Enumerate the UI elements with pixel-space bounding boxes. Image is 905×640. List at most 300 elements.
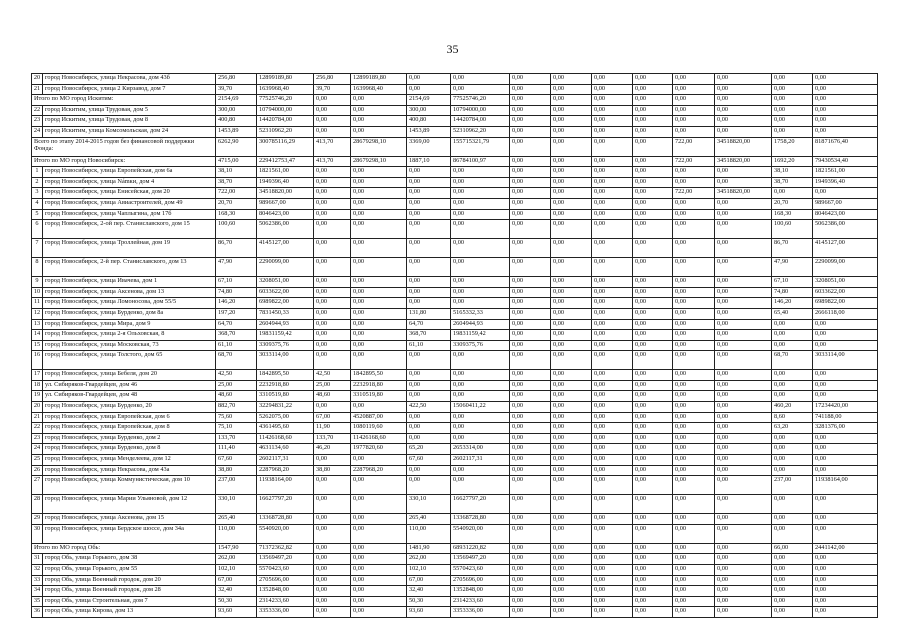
value-cell: 2290099,00 <box>813 258 878 277</box>
value-cell: 10794000,00 <box>257 105 314 116</box>
value-cell: 13368728,80 <box>451 514 510 525</box>
row-number: 19 <box>32 391 43 402</box>
value-cell: 1842895,50 <box>257 370 314 381</box>
value-cell: 0,00 <box>633 239 673 258</box>
value-cell: 0,00 <box>407 188 451 199</box>
value-cell: 0,00 <box>673 308 715 319</box>
value-cell: 32,40 <box>407 586 451 597</box>
value-cell: 1453,89 <box>216 126 257 137</box>
value-cell: 0,00 <box>772 380 813 391</box>
value-cell: 0,00 <box>314 543 351 554</box>
value-cell: 0,00 <box>772 433 813 444</box>
value-cell: 460,20 <box>772 402 813 413</box>
value-cell: 0,00 <box>314 524 351 543</box>
row-number: 22 <box>32 423 43 434</box>
value-cell: 38,10 <box>216 167 257 178</box>
value-cell: 2314233,60 <box>451 596 510 607</box>
value-cell: 0,00 <box>715 543 772 554</box>
value-cell: 0,00 <box>715 95 772 106</box>
value-cell: 77525746,20 <box>257 95 314 106</box>
address-cell: город Новосибирск, улица Енисейская, дом 20 <box>43 188 216 199</box>
value-cell: 0,00 <box>673 258 715 277</box>
value-cell: 0,00 <box>633 188 673 199</box>
value-cell: 0,00 <box>592 596 633 607</box>
value-cell: 0,00 <box>592 476 633 495</box>
value-cell: 0,00 <box>551 423 592 434</box>
value-cell: 2290099,00 <box>257 258 314 277</box>
value-cell: 0,00 <box>715 607 772 618</box>
value-cell: 1080119,60 <box>351 423 407 434</box>
value-cell: 0,00 <box>633 543 673 554</box>
value-cell: 0,00 <box>673 239 715 258</box>
value-cell: 0,00 <box>633 330 673 341</box>
value-cell: 0,00 <box>551 177 592 188</box>
address-cell: город Новосибирск, улица 2-я Ольховская, 8 <box>43 330 216 341</box>
value-cell: 0,00 <box>633 95 673 106</box>
value-cell: 0,00 <box>592 220 633 239</box>
value-cell: 93,60 <box>216 607 257 618</box>
value-cell: 0,00 <box>715 220 772 239</box>
value-cell: 19831159,42 <box>451 330 510 341</box>
value-cell: 0,00 <box>673 105 715 116</box>
row-number: 16 <box>32 351 43 370</box>
value-cell: 0,00 <box>510 137 551 156</box>
value-cell: 0,00 <box>813 596 878 607</box>
address-cell: город Обь, улица Военный городок, дом 28 <box>43 586 216 597</box>
value-cell: 0,00 <box>715 554 772 565</box>
value-cell: 0,00 <box>407 433 451 444</box>
value-cell: 0,00 <box>592 433 633 444</box>
value-cell: 0,00 <box>510 277 551 288</box>
value-cell: 0,00 <box>510 258 551 277</box>
value-cell: 0,00 <box>633 287 673 298</box>
value-cell: 67,10 <box>772 277 813 288</box>
value-cell: 1352848,00 <box>451 586 510 597</box>
table-row <box>32 455 878 466</box>
value-cell: 0,00 <box>633 412 673 423</box>
value-cell: 11426168,60 <box>351 433 407 444</box>
value-cell: 32294831,22 <box>257 402 314 413</box>
value-cell: 34518820,00 <box>715 156 772 167</box>
value-cell: 3208051,00 <box>257 277 314 288</box>
value-cell: 0,00 <box>451 84 510 95</box>
row-number: 23 <box>32 116 43 127</box>
value-cell: 0,00 <box>592 412 633 423</box>
value-cell: 0,00 <box>351 586 407 597</box>
value-cell: 0,00 <box>510 126 551 137</box>
value-cell: 0,00 <box>351 554 407 565</box>
value-cell: 2602117,31 <box>257 455 314 466</box>
value-cell: 0,00 <box>592 455 633 466</box>
value-cell: 0,00 <box>772 495 813 514</box>
value-cell: 265,40 <box>216 514 257 525</box>
value-cell: 989667,00 <box>813 198 878 209</box>
address-cell: город Новосибирск, улица Марии Ульяновой, дом 12 <box>43 495 216 514</box>
value-cell: 0,00 <box>715 575 772 586</box>
value-cell: 1949396,40 <box>257 177 314 188</box>
table-body <box>32 74 878 618</box>
value-cell: 52310962,20 <box>451 126 510 137</box>
value-cell: 0,00 <box>510 340 551 351</box>
value-cell: 0,00 <box>351 298 407 309</box>
value-cell: 0,00 <box>510 495 551 514</box>
value-cell: 67,00 <box>216 575 257 586</box>
value-cell: 0,00 <box>633 596 673 607</box>
value-cell: 0,00 <box>633 476 673 495</box>
value-cell: 0,00 <box>551 596 592 607</box>
value-cell: 0,00 <box>351 607 407 618</box>
value-cell: 47,90 <box>772 258 813 277</box>
value-cell: 0,00 <box>351 524 407 543</box>
value-cell: 100,60 <box>216 220 257 239</box>
value-cell: 0,00 <box>813 514 878 525</box>
value-cell: 0,00 <box>351 198 407 209</box>
value-cell: 0,00 <box>314 565 351 576</box>
value-cell: 0,00 <box>813 74 878 85</box>
value-cell: 262,00 <box>407 554 451 565</box>
value-cell: 0,00 <box>715 391 772 402</box>
value-cell: 0,00 <box>673 116 715 127</box>
value-cell: 400,80 <box>216 116 257 127</box>
value-cell: 0,00 <box>551 126 592 137</box>
value-cell: 4715,00 <box>216 156 257 167</box>
address-cell: город Новосибирск, 2-й пер. Станиславского, дом 13 <box>43 258 216 277</box>
value-cell: 63,20 <box>772 423 813 434</box>
value-cell: 0,00 <box>551 433 592 444</box>
address-cell: город Новосибирск, улица Бебеля, дом 20 <box>43 370 216 381</box>
value-cell: 0,00 <box>314 105 351 116</box>
value-cell: 0,00 <box>510 167 551 178</box>
value-cell: 0,00 <box>510 380 551 391</box>
value-cell: 0,00 <box>510 220 551 239</box>
value-cell: 0,00 <box>715 239 772 258</box>
address-cell: город Новосибирск, улица Коммунистическая, дом 10 <box>43 476 216 495</box>
value-cell: 300785116,29 <box>257 137 314 156</box>
value-cell: 0,00 <box>673 524 715 543</box>
value-cell: 0,00 <box>592 370 633 381</box>
value-cell: 0,00 <box>551 476 592 495</box>
value-cell: 0,00 <box>592 565 633 576</box>
table-row <box>32 298 878 309</box>
value-cell: 0,00 <box>633 298 673 309</box>
value-cell: 0,00 <box>551 495 592 514</box>
row-number: 21 <box>32 84 43 95</box>
value-cell: 0,00 <box>772 575 813 586</box>
table-row <box>32 433 878 444</box>
summary-label: Всего по этапу 2014-2015 годов без финансовой поддержки Фонда: <box>32 137 216 156</box>
value-cell: 0,00 <box>510 391 551 402</box>
value-cell: 0,00 <box>633 575 673 586</box>
value-cell: 0,00 <box>633 495 673 514</box>
value-cell: 0,00 <box>813 105 878 116</box>
value-cell: 0,00 <box>510 514 551 525</box>
value-cell: 0,00 <box>813 524 878 543</box>
value-cell: 0,00 <box>407 239 451 258</box>
value-cell: 882,70 <box>216 402 257 413</box>
value-cell: 256,80 <box>314 74 351 85</box>
value-cell: 0,00 <box>772 370 813 381</box>
value-cell: 93,60 <box>407 607 451 618</box>
value-cell: 0,00 <box>314 402 351 413</box>
value-cell: 330,10 <box>407 495 451 514</box>
value-cell: 0,00 <box>551 524 592 543</box>
table-row <box>32 596 878 607</box>
value-cell: 110,00 <box>407 524 451 543</box>
value-cell: 0,00 <box>351 319 407 330</box>
value-cell: 0,00 <box>314 177 351 188</box>
value-cell: 0,00 <box>510 465 551 476</box>
value-cell: 0,00 <box>592 444 633 455</box>
summary-row <box>32 95 878 106</box>
value-cell: 0,00 <box>715 177 772 188</box>
value-cell: 0,00 <box>351 258 407 277</box>
table-row <box>32 188 878 199</box>
table-row <box>32 177 878 188</box>
address-cell: город Новосибирск, улица Чаплыгина, дом 17б <box>43 209 216 220</box>
value-cell: 0,00 <box>351 177 407 188</box>
value-cell: 0,00 <box>592 298 633 309</box>
table-row <box>32 586 878 597</box>
row-number: 30 <box>32 524 43 543</box>
value-cell: 0,00 <box>592 116 633 127</box>
value-cell: 0,00 <box>592 258 633 277</box>
value-cell: 0,00 <box>451 220 510 239</box>
value-cell: 0,00 <box>633 433 673 444</box>
value-cell: 0,00 <box>715 277 772 288</box>
value-cell: 0,00 <box>673 198 715 209</box>
value-cell: 81871676,40 <box>813 137 878 156</box>
value-cell: 0,00 <box>351 239 407 258</box>
address-cell: город Обь, улица Строительная, дом 7 <box>43 596 216 607</box>
address-cell: ул. Сибиряков-Гвардейцев, дом 46 <box>43 380 216 391</box>
value-cell: 102,10 <box>407 565 451 576</box>
value-cell: 0,00 <box>772 74 813 85</box>
value-cell: 0,00 <box>510 287 551 298</box>
value-cell: 0,00 <box>673 277 715 288</box>
value-cell: 0,00 <box>351 209 407 220</box>
value-cell: 0,00 <box>551 84 592 95</box>
value-cell: 48,60 <box>314 391 351 402</box>
table-row <box>32 308 878 319</box>
table-row <box>32 465 878 476</box>
value-cell: 12899189,80 <box>351 74 407 85</box>
value-cell: 237,00 <box>772 476 813 495</box>
value-cell: 0,00 <box>633 126 673 137</box>
value-cell: 0,00 <box>407 476 451 495</box>
value-cell: 0,00 <box>407 351 451 370</box>
value-cell: 0,00 <box>314 277 351 288</box>
row-number: 31 <box>32 554 43 565</box>
value-cell: 0,00 <box>633 444 673 455</box>
value-cell: 133,70 <box>216 433 257 444</box>
value-cell: 0,00 <box>510 351 551 370</box>
value-cell: 0,00 <box>351 455 407 466</box>
value-cell: 0,00 <box>451 277 510 288</box>
value-cell: 0,00 <box>772 586 813 597</box>
value-cell: 67,00 <box>407 575 451 586</box>
value-cell: 67,10 <box>216 277 257 288</box>
row-number: 6 <box>32 220 43 239</box>
value-cell: 0,00 <box>510 209 551 220</box>
value-cell: 0,00 <box>772 330 813 341</box>
value-cell: 50,30 <box>216 596 257 607</box>
value-cell: 0,00 <box>551 116 592 127</box>
table-row <box>32 370 878 381</box>
value-cell: 0,00 <box>314 95 351 106</box>
value-cell: 74,80 <box>216 287 257 298</box>
value-cell: 11,90 <box>314 423 351 434</box>
summary-row <box>32 156 878 167</box>
address-cell: город Обь, улица Военный городок, дом 20 <box>43 575 216 586</box>
value-cell: 38,10 <box>772 167 813 178</box>
value-cell: 39,70 <box>216 84 257 95</box>
value-cell: 1758,20 <box>772 137 813 156</box>
value-cell: 47,90 <box>216 258 257 277</box>
value-cell: 1547,90 <box>216 543 257 554</box>
value-cell: 10794000,00 <box>451 105 510 116</box>
value-cell: 0,00 <box>592 391 633 402</box>
value-cell: 0,00 <box>592 105 633 116</box>
value-cell: 146,20 <box>772 298 813 309</box>
value-cell: 25,00 <box>314 380 351 391</box>
row-number: 24 <box>32 444 43 455</box>
value-cell: 0,00 <box>592 137 633 156</box>
row-number: 13 <box>32 319 43 330</box>
value-cell: 11938164,00 <box>813 476 878 495</box>
value-cell: 237,00 <box>216 476 257 495</box>
value-cell: 0,00 <box>314 308 351 319</box>
value-cell: 2705696,00 <box>451 575 510 586</box>
value-cell: 0,00 <box>673 74 715 85</box>
value-cell: 0,00 <box>510 177 551 188</box>
value-cell: 0,00 <box>673 84 715 95</box>
value-cell: 0,00 <box>407 177 451 188</box>
value-cell: 0,00 <box>551 220 592 239</box>
value-cell: 0,00 <box>813 444 878 455</box>
value-cell: 0,00 <box>451 423 510 434</box>
value-cell: 1352848,00 <box>257 586 314 597</box>
value-cell: 8046423,00 <box>813 209 878 220</box>
value-cell: 0,00 <box>772 95 813 106</box>
value-cell: 0,00 <box>673 380 715 391</box>
value-cell: 0,00 <box>673 586 715 597</box>
value-cell: 13569497,20 <box>451 554 510 565</box>
value-cell: 2232918,80 <box>257 380 314 391</box>
value-cell: 8,60 <box>772 412 813 423</box>
value-cell: 0,00 <box>592 402 633 413</box>
address-cell: город Новосибирск, улица Бурденко, дом 2 <box>43 433 216 444</box>
address-cell: город Новосибирск, улица Ивачева, дом 1 <box>43 277 216 288</box>
value-cell: 989667,00 <box>257 198 314 209</box>
value-cell: 0,00 <box>715 524 772 543</box>
value-cell: 0,00 <box>813 370 878 381</box>
value-cell: 1821561,00 <box>813 167 878 178</box>
value-cell: 741188,00 <box>813 412 878 423</box>
value-cell: 131,80 <box>407 308 451 319</box>
row-number: 10 <box>32 287 43 298</box>
value-cell: 0,00 <box>673 330 715 341</box>
value-cell: 2287968,20 <box>257 465 314 476</box>
value-cell: 100,60 <box>772 220 813 239</box>
value-cell: 197,20 <box>216 308 257 319</box>
value-cell: 0,00 <box>351 330 407 341</box>
row-number: 4 <box>32 198 43 209</box>
value-cell: 0,00 <box>451 476 510 495</box>
value-cell: 0,00 <box>592 514 633 525</box>
value-cell: 0,00 <box>451 391 510 402</box>
value-cell: 0,00 <box>551 370 592 381</box>
value-cell: 0,00 <box>633 565 673 576</box>
value-cell: 0,00 <box>314 340 351 351</box>
value-cell: 0,00 <box>772 391 813 402</box>
value-cell: 0,00 <box>592 84 633 95</box>
value-cell: 0,00 <box>510 586 551 597</box>
value-cell: 0,00 <box>510 156 551 167</box>
value-cell: 4520887,00 <box>351 412 407 423</box>
row-number: 35 <box>32 596 43 607</box>
row-number: 21 <box>32 412 43 423</box>
value-cell: 0,00 <box>772 444 813 455</box>
value-cell: 0,00 <box>351 116 407 127</box>
value-cell: 0,00 <box>314 188 351 199</box>
value-cell: 0,00 <box>510 308 551 319</box>
table-row <box>32 209 878 220</box>
table-row <box>32 105 878 116</box>
value-cell: 0,00 <box>314 287 351 298</box>
value-cell: 0,00 <box>715 412 772 423</box>
value-cell: 42,50 <box>216 370 257 381</box>
value-cell: 0,00 <box>715 74 772 85</box>
value-cell: 0,00 <box>451 209 510 220</box>
value-cell: 0,00 <box>592 287 633 298</box>
value-cell: 75,60 <box>216 412 257 423</box>
value-cell: 0,00 <box>451 74 510 85</box>
value-cell: 0,00 <box>813 330 878 341</box>
value-cell: 38,80 <box>216 465 257 476</box>
value-cell: 0,00 <box>551 543 592 554</box>
value-cell: 0,00 <box>715 465 772 476</box>
value-cell: 0,00 <box>813 84 878 95</box>
value-cell: 1481,90 <box>407 543 451 554</box>
address-cell: город Новосибирск, улица Авиастроителей, дом 49 <box>43 198 216 209</box>
value-cell: 0,00 <box>351 188 407 199</box>
value-cell: 34518820,00 <box>257 188 314 199</box>
value-cell: 0,00 <box>551 380 592 391</box>
value-cell: 13569497,20 <box>257 554 314 565</box>
address-cell: город Новосибирск, улица Европейская, дом 6 <box>43 412 216 423</box>
row-number: 1 <box>32 167 43 178</box>
summary-label: Итого по МО город Обь: <box>32 543 216 554</box>
value-cell: 0,00 <box>633 105 673 116</box>
value-cell: 0,00 <box>715 586 772 597</box>
value-cell: 46,20 <box>314 444 351 455</box>
value-cell: 0,00 <box>551 277 592 288</box>
value-cell: 20,70 <box>216 198 257 209</box>
value-cell: 0,00 <box>510 565 551 576</box>
value-cell: 0,00 <box>715 116 772 127</box>
value-cell: 4145127,00 <box>257 239 314 258</box>
value-cell: 0,00 <box>351 95 407 106</box>
value-cell: 64,70 <box>216 319 257 330</box>
value-cell: 0,00 <box>351 514 407 525</box>
address-cell: город Новосибирск, улица Европейская, дом 6а <box>43 167 216 178</box>
value-cell: 0,00 <box>772 554 813 565</box>
value-cell: 0,00 <box>715 105 772 116</box>
table-row <box>32 116 878 127</box>
value-cell: 38,80 <box>314 465 351 476</box>
value-cell: 67,00 <box>314 412 351 423</box>
address-cell: город Новосибирск, улица Ломоносова, дом 55/5 <box>43 298 216 309</box>
